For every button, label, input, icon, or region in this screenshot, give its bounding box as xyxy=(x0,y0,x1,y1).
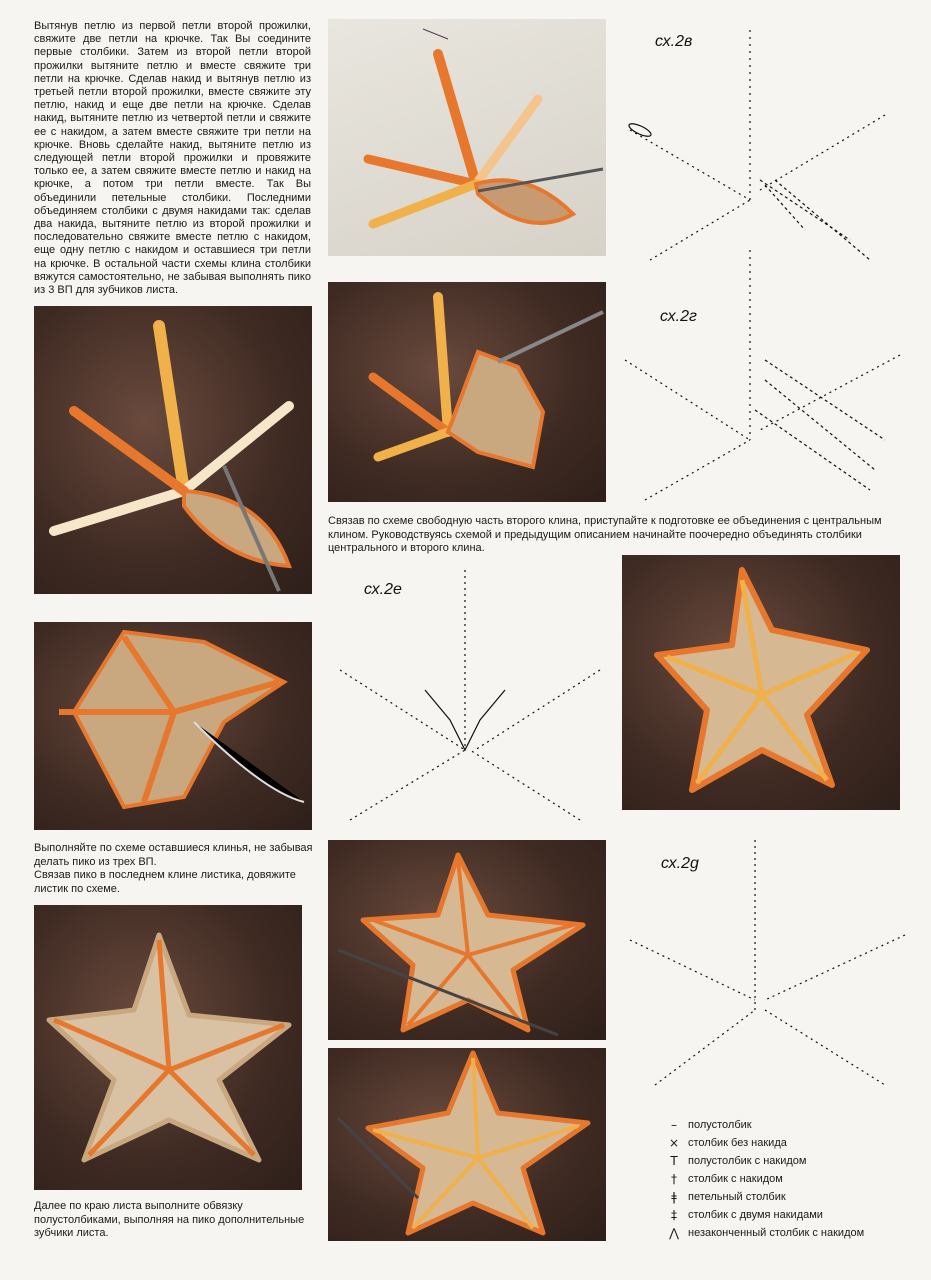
intro-text: Вытянув петлю из первой петли второй прожилки, свяжите две петли на крючке. Так Вы соедините первые столбики. Затем из второй петли второй прожилки вытяните петлю и вместе свяжите три петли на крючке. Сделав накид и вытянув петлю из третьей петли второй прожилки, вместе свяжите эту петлю, накид и еще две петли на крючке. Сделав накид, вытяните петлю из четвертой петли и свяжите ее с накидом, а затем вместе свяжите три петли на крючке. Вновь сделайте накид, вытяните петлю из следующей петли второй прожилки и провяжите только ее, а затем свяжите вместе петлю и накид на крючке, а потом три петли вместе. Так Вы объединили петельные столбики. Последними объединяем столбики с двумя накидами так: сделав два накида, вытяните петлю из второй прожилки и последовательно свяжите вместе петлю с накидом, еще одну петлю с накидом и оставшиеся три петли на крючке. В остальной части схемы клина столбики вяжутся самостоятельно, не забывая выполнять пико из 3 ВП для зубчиков листа. xyxy=(34,20,311,297)
photo-step-4 xyxy=(328,840,606,1040)
scheme-2v-label: сх.2в xyxy=(655,33,693,50)
left-caption-1: Выполняйте по схеме оставшиеся клинья, не забывая делать пико из трех ВП. xyxy=(34,842,313,868)
legend-item xyxy=(660,1152,920,1170)
scheme-2d-diagram xyxy=(620,830,920,1100)
scheme-2d-label: сх.2g xyxy=(661,855,699,872)
photo-step-1 xyxy=(34,306,312,594)
legend-item xyxy=(660,1188,920,1206)
legend-symbol: ‡ xyxy=(671,1208,677,1222)
legend-symbol: ⋀ xyxy=(669,1226,679,1240)
scheme-2e-diagram xyxy=(330,560,610,830)
scheme-2e-label: сх.2е xyxy=(364,581,402,598)
bottom-caption: Далее по краю листа выполните обвязку полустолбиками, выполняя на пико дополнительные зубчики листа. xyxy=(34,1200,305,1239)
legend-symbol: × xyxy=(668,1136,680,1150)
legend-symbol: T xyxy=(670,1154,678,1168)
leaf-veins-drawing xyxy=(328,19,606,256)
legend-label: незаконченный столбик с накидом xyxy=(688,1227,865,1239)
legend-label: полустолбик с накидом xyxy=(688,1155,807,1167)
photo-finished-leaf-2 xyxy=(328,1048,606,1241)
legend-symbol: ǂ xyxy=(671,1190,677,1204)
legend-symbol: † xyxy=(671,1172,677,1186)
legend-symbol: – xyxy=(671,1118,677,1132)
symbol-legend xyxy=(660,1116,920,1242)
photo-step-3 xyxy=(34,622,312,830)
middle-caption: Связав по схеме свободную часть второго клина, приступайте к подготовке ее объединения с центральным клином. Руководствуясь схемой и предыдущим описанием начинайте поочередно объединять столбики центрального и второго клина. xyxy=(328,515,882,554)
photo-finished-leaf-1 xyxy=(622,555,900,810)
left-caption-2: Связав пико в последнем клине листика, довяжите листик по схеме. xyxy=(34,869,296,895)
legend-label: столбик с накидом xyxy=(688,1173,783,1185)
legend-label: петельный столбик xyxy=(688,1191,786,1203)
photo-step-5 xyxy=(34,905,302,1190)
legend-item xyxy=(660,1170,920,1188)
legend-item xyxy=(660,1134,920,1152)
scheme-2g-label: сх.2г xyxy=(660,308,697,325)
scheme-2g-diagram xyxy=(615,240,920,510)
legend-item xyxy=(660,1116,920,1134)
legend-label: полустолбик xyxy=(688,1119,752,1131)
legend-item xyxy=(660,1206,920,1224)
photo-step-2 xyxy=(328,282,606,502)
legend-item xyxy=(660,1224,920,1242)
scheme-2v-diagram xyxy=(620,20,920,270)
legend-label: столбик с двумя накидами xyxy=(688,1209,823,1221)
photo-step-veins-light xyxy=(328,19,606,256)
legend-label: столбик без накида xyxy=(688,1137,787,1149)
